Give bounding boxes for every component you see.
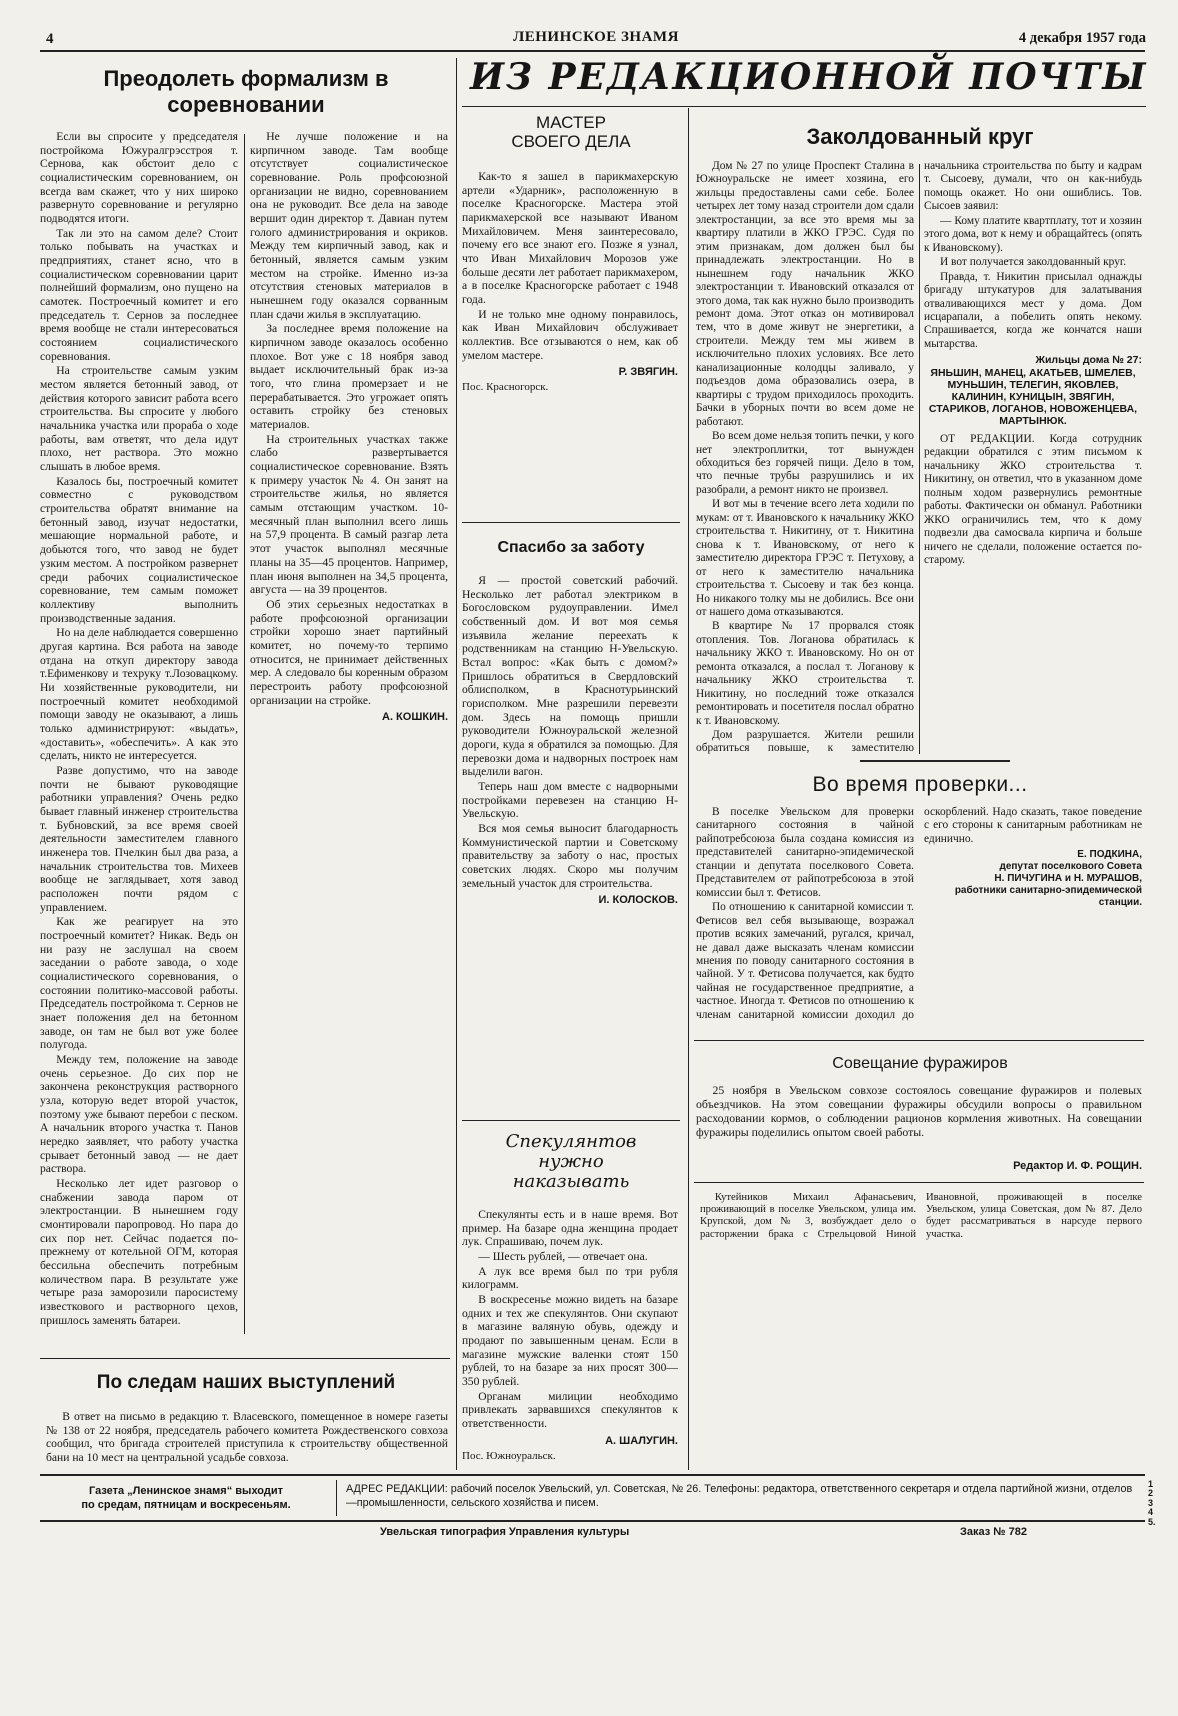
divorce-notice [700, 1192, 1142, 1241]
inspection-signature-line-3: Н. ПИЧУГИНА и Н. МУРАШОВ, [994, 873, 1142, 885]
formalism-paragraph-3: На строительстве самым узким местом является бетонный завод, от действия которого зависит работа всего строительства. Вы спросите у любого начальника участка или прораба о ходе работы, вам ответят, что дела идут плохо, нет раствора. Это можно слышать в любое время. [40, 364, 238, 474]
paper-name: ЛЕНИНСКОЕ ЗНАМЯ [513, 29, 679, 45]
divorce-notice-text: Кутейников Михаил Афанасьевич, проживающий в поселке Увельском, улица им. Крупской, дом № 3, возбуждает дело о расторжении брака с Стрельцовой Ниной Ивановной, проживающей в поселке Увельском, улица Советская, дом № 87. Дело будет рассматриваться в нарсуде первого участка. [700, 1192, 1142, 1240]
speculators-paragraph-5: Органам милиции необходимо привлекать зарвавшихся спекулянтов к ответственности. [462, 1389, 678, 1431]
inspection-title: Во время проверки... [812, 773, 1028, 796]
formalism-paragraph-6: Разве допустимо, что на заводе почти не бывают руководящие работники управления? Очень редко бывает главный инженер строительства т. Бубновский, за все время своей деятельности заместителем главного инженера тов. Пчелкин был два раза, а начальник строительства тов. Михеев вообще не заглядывает, хотя завод расположен почти рядом с управлением. [40, 763, 238, 914]
left-section-rule [456, 58, 457, 1470]
formalism-paragraph-11: За последнее время положение на кирпичном заводе оказалось особенно плохое. Вот уже с 18 ноября завод выдает исключительный брак из-за того, что глина промерзает и не перерабатывается. Это угрожает опять оставить стройку без стеновых материалов. [250, 322, 448, 432]
formalism-paragraph-10: Не лучше положение и на кирпичном заводе. Там вообще отсутствует социалистическое соревнование. Роль профсоюзной организации не видно, соревнованием она не руководит. Все дела на заводе вершит один директор т. Давиан путем голого администрирования и окриков. Между тем кирпичный завод, как и бетонный, является самым узким местом на стройке. Именно из-за отсутствия стеновых материалов в нынешнем году оказался сорванным план сдачи жилья в эксплуатацию. [250, 130, 448, 321]
thanks-paragraph-2: Теперь наш дом вместе с надворными постройками перевезен на станцию Н-Увельскую. [462, 780, 678, 821]
formalism-paragraph-2: Так ли это на самом деле? Стоит только побывать на участках и предприятиях, станет ясно, что в социалистическом соревновании царит полнейший формализм, оно пущено на самотек. Построечный комитет и его председатель т. Сернов за последнее время вообще не стали интересоваться состоянием социалистического соревнования. [40, 226, 238, 363]
circle-paragraph-1: Дом № 27 по улице Проспект Сталина в Южноуральске не имеет хозяина, его жильцы предоставлены сами себе. Более четырех лет тому назад строители дом сдали электростанции, за все это время мы за квартиру платили в ЖКО ГРЭС. Судя по этим признакам, дом должен был бы принадлежать электростанции. Но в нынешнем году начальник ЖКО электростанции т. Ивановский отказался от этого дома, так как нужно было производить ремонт дома. Этот отказ он мотивировал тем, что в доме живут не энергетики, а строители. Между тем мы живем в исключительно плохих условиях. Все лето канализационные колодцы заливало, у подъездов дома образовались озера, в квартиры с трудом приходилось проходить. Бачки в уборных почти во всем доме не работают. [696, 160, 914, 428]
master-paragraph-1: Как-то я зашел в парикмахерскую артели «Ударник», расположенную в поселке Красногорске. Мастера этой парикмахерской все называют Иваном Михайловичем. Меня заинтересовало, почему его все знают его. Позже я узнал, что Иван Михайлович Морозов уже больше десяти лет работает парикмахером, а в поселке Красногорске работает с 1948 года. [462, 170, 678, 307]
master-body [462, 170, 678, 394]
thanks-paragraph-1: Я — простой советский рабочий. Несколько лет работал электриком в Богословском рудоуправлении. Имел собственный дом. И вот моя семья изъявила желание переехать к родственникам на станцию Н-Увельскую. Встал вопрос: «Как быть с домом?» Пришлось обратиться в Свердловский облисполком, в Краснотурьинский горисполком. Мне разрешили перевезти дом. Здесь на помощь пришли руководители Южноуральской железной дороги, куда я обратился за помощью. Для перевозки дома и надворных построек нам выделили вагон. [462, 574, 678, 779]
circle-paragraph-8: Правда, т. Никитин присылал однажды бригаду штукатуров для залатывания отваливающихся мест у дома. Дом исцарапали, а побелить опять некому. Спрашивается, когда же кончатся наши мытарства. [924, 270, 1142, 350]
circle-paragraph-7: И вот получается заколдованный круг. [939, 256, 1127, 269]
inspection-paragraph-1: В поселке Увельском для проверки санитарного состояния в чайной райпотребсоюза была создана комиссия из представителей санитарно-эпидемической станции и депутата поселкового Совета. Представителем от райпотребсоюза в этой комиссии был т. Фетисов. [696, 806, 914, 899]
speculators-title-line-3: наказывать [512, 1171, 630, 1193]
circle-residents-label: Жильцы дома № 27: [1035, 354, 1142, 367]
section-banner: ИЗ РЕДАКЦИОННОЙ ПОЧТЫ [470, 56, 1148, 98]
formalism-paragraph-8: Между тем, положение на заводе очень серьезное. До сих пор не закончена реконструкция растворного узла, которую ведет второй участок, поэтому уже бывают перебои с песком. А начальник второго участка т. Панов нередко заявляет, что работу участка срывает бетонный завод — не дает раствора. [40, 1053, 238, 1176]
circle-title: Заколдованный круг [806, 124, 1034, 149]
speculators-paragraph-2: — Шесть рублей, — отвечает она. [478, 1250, 648, 1264]
speculators-paragraph-3: А лук все время был по три рубля килограмм. [462, 1264, 678, 1292]
formalism-signature: А. КОШКИН. [382, 711, 448, 724]
speculators-title [462, 1132, 680, 1192]
circle-paragraph-3: И вот мы в течение всего лета ходили по мукам: от т. Ивановского к начальнику ЖКО строительства т. Никитину, от т. Никитина снова к т. Ивановскому, от него к заместителю директора ГРЭС т. Петухову, а от него к заместителю начальника строительства т. Сысоеву и так без конца. Но никакого толку мы не добились. Все они от нашего дома отказываются. [696, 498, 914, 618]
masthead-rule [40, 50, 1145, 52]
master-title [464, 113, 678, 151]
issue-date: 4 декабря 1957 года [1018, 30, 1146, 46]
formalism-column-rule [244, 134, 245, 1334]
editor-rule [694, 1182, 1144, 1183]
formalism-paragraph-5: Но на деле наблюдается совершенно другая картина. Вся работа на заводе отдана на откуп директору завода т.Ефименкову и техруку т.Лозовацкому. Ни хозяйственные руководители, ни построечный комитет необходимой помощи заводу не оказывают, а лишь только администрируют: «выдать», «доставить», «обеспечить». А как это сделать, никто не интересуется. [40, 626, 238, 763]
margin-digits: 1 2 3 4 5. [1148, 1479, 1156, 1527]
circle-paragraph-2: Во всем доме нельзя топить печки, у кого нет электроплитки, тот вынужден обходиться без горячей пищи. Дело в том, что печные трубы разрушились и их разобрали, а ремонт никто не произвел. [696, 430, 914, 496]
meeting-title: Совещание фуражиров [832, 1055, 1008, 1072]
formalism-paragraph-1: Если вы спросите у председателя постройкома Южуралгрэсстроя т. Сернова, как обстоит дело с социалистическим соревнованием, он всегда вам скажет, что у них широко развернуто соревнование и регулярно подводятся итоги. [40, 130, 238, 226]
thanks-title: Спасибо за заботу [497, 539, 645, 556]
page-number: 4 [46, 31, 54, 47]
master-place: Пос. Красногорск. [462, 381, 549, 394]
circle-column-rule [919, 164, 920, 754]
masthead [46, 28, 1146, 52]
inspection-signature-line-4: работники санитарно-эпидемической станции. [954, 885, 1142, 909]
master-signature: Р. ЗВЯГИН. [618, 366, 678, 379]
formalism-paragraph-9: Несколько лет идет разговор о снабжении завода паром от электростанции. В нынешнем году смонтировали паропровод. Но пара до сих пор нет. Сейчас подается по-прежнему от котельной ОГМ, которая бессильна обеспечить потребным количеством пара. В результате уже четыре раза заморозили паросистему известкового и растворного цехов, пришлось заменять батареи. [40, 1177, 238, 1327]
banner-rule [462, 106, 1146, 107]
footer-top-rule [40, 1474, 1145, 1476]
speculators-rule [462, 1120, 680, 1121]
circle-residents-names: ЯНЬШИН, МАНЕЦ, АКАТЬЕВ, ШМЕЛЕВ, МУНЬШИН, ТЕЛЕГИН, ЯКОВЛЕВ, КАЛИНИН, КУНИЦЫН, ЗВЯГИН, СТАРИКОВ, ЛОГАНОВ, НОВОЖЕНЦЕВА, МАРТЫНЮК. [928, 366, 1138, 427]
footer-order: Заказ № 782 [960, 1526, 1027, 1538]
master-title-line-1: МАСТЕР [536, 113, 606, 132]
inspection-body [696, 806, 1142, 1032]
circle-paragraph-5: Дом разрушается. Жители решили обратиться повыше, к заместителю начальника строительства по быту и кадрам т. Сысоеву, думали, что он как-нибудь помощь окажет. Но они ошиблись. Тов. Сысоев заявил: [696, 160, 1142, 755]
editor-credit: Редактор И. Ф. РОЩИН. [1013, 1160, 1142, 1172]
speculators-place: Пос. Южноуральск. [462, 1449, 556, 1462]
thanks-rule [462, 522, 680, 523]
speculators-paragraph-4: В воскресенье можно видеть на базаре одних и тех же спекулянтов. Они скупают в магазине валяную обувь, одежду и продают по завышенным ценам. Если в магазине мужские валенки стоят 150 рублей, то на базаре за них просят 300—350 рублей. [462, 1293, 678, 1389]
speculators-title-line-1: Спекулянтов [505, 1131, 637, 1152]
speculators-title-line-2: нужно [538, 1151, 604, 1173]
thanks-signature: И. КОЛОСКОВ. [598, 894, 678, 907]
formalism-title [46, 66, 446, 119]
master-title-line-2: СВОЕГО ДЕЛА [511, 132, 631, 152]
footer-divider [336, 1480, 337, 1516]
inspection-signature-line-2: депутат поселкового Совета [999, 861, 1142, 873]
footer-schedule-line-2: по средам, пятницам и воскресеньям. [81, 1499, 291, 1512]
footer-schedule-line-1: Газета „Ленинское знамя“ выходит [88, 1485, 283, 1497]
inspection-signature [924, 849, 1142, 909]
footer-address: АДРЕС РЕДАКЦИИ: рабочий поселок Увельский, ул. Советская, № 26. Телефоны: редактора, ответственного секретаря и отдела партийной жизни, отделов—промышленности, сельского хозяйства и писем. [346, 1483, 1133, 1510]
circle-paragraph-4: В квартире № 17 прорвался стояк отопления. Тов. Логанова обратилась к начальнику ЖКО т. Ивановскому. Но он от ремонта отказался, а послал т. Логанову к начальнику ЖКО строительства т. Никитину, но последний тоже отказался ремонтировать и посетителя послал обратно к т. Ивановскому. [696, 620, 914, 727]
footer-printer: Увельская типография Управления культуры [380, 1526, 630, 1538]
thanks-paragraph-3: Вся моя семья выносит благодарность Коммунистической партии и Советскому правительству за заботу о нас, простых советских людях. Скоро мы получим земельный участок для строительства. [462, 822, 678, 890]
formalism-title-text: Преодолеть формализм в соревновании [103, 66, 389, 118]
circle-paragraph-6: — Кому платите квартплату, тот и хозяин этого дома, вот к нему и обращайтесь (опять к Ивановскому). [924, 214, 1142, 254]
formalism-paragraph-7: Как же реагирует на это построечный комитет? Никак. Ведь он ни разу не заслушал на своем заседании о работе завода, о ходе социалистического соревнования, о состоянии политико-массовой работы. Председатель постройкома т. Сернов не знает положения дел на бетонном заводе, он там не был вот уже более полугода. [40, 915, 238, 1052]
footer-bottom-rule [40, 1520, 1145, 1522]
meeting-text: 25 ноября в Увельском совхозе состоялось совещание фуражиров и полевых объездчиков. На этом совещании фуражиры обсудили вопросы о правильном расходовании кормов, о соблюдении рационов кормления животных. На совещании фуражиры поделились опытом своей работы. [696, 1083, 1142, 1139]
footer-schedule [46, 1484, 326, 1513]
master-paragraph-2: И не только мне одному понравилось, как Иван Михайлович обслуживает коллектив. Все отзываются о нем, как об умелом мастере. [462, 307, 678, 362]
speculators-body [462, 1208, 678, 1463]
formalism-paragraph-4: Казалось бы, построечный комитет совместно с руководством строительства обратят внимание на бетонный завод, изучат недостатки, мешающие нормальной работе, и добьются того, что завод не будет узким местом. А постройком развернет среди рабочих социалистическое соревнование, тем самым поможет коллективу выполнить производственные задания. [40, 474, 238, 625]
formalism-paragraph-13: Об этих серьезных недостатках в работе профсоюзной организации стройки хорошо знает партийный комитет, но почему-то терпимо относится, не принимает действенных мер. А следовало бы коренным образом перестроить работу профсоюзной организации на стройке. [250, 597, 448, 707]
thanks-body [462, 574, 678, 907]
followup-title: По следам наших выступлений [96, 1372, 396, 1393]
followup-text: В ответ на письмо в редакцию т. Власевского, помещенное в номере газеты № 138 от 22 ноября, председатель рабочего комитета Рождественского совхоза сообщил, что бригада строителей приступила к строительству общественной бани на 10 мест на центральной усадьбе совхоза. [46, 1410, 448, 1465]
meeting-rule [694, 1040, 1144, 1041]
formalism-paragraph-12: На строительных участках также слабо развертывается социалистическое соревнование. Взять к примеру участок № 4. Он занят на строительстве жилья, но является самым отстающим участком. 10-месячный план выполнил всего лишь на 57,9 процента. В самый разгар лета этот участок выполнял месячные планы на 35—45 процентов. Например, план июня выполнен на 34,5 процента, августа — на 39 процентов. [250, 432, 448, 597]
inspection-signature-line-1: Е. ПОДКИНА, [1077, 849, 1142, 861]
inspection-paragraph-2: По отношению к санитарной комиссии т. Фетисов вел себя вызывающе, возражал против всяких замечаний, ругался, кричал, не давал даже высказать членам комиссии мнения по поводу санитарного состояния в чайной. У т. Фетисова получается, как будто чайная не государственное предприятие, а частное. Иногда т. Фетисов по отношению к членам санитарной комиссии доходил до оскорблений. Надо сказать, такое поведение с его стороны к санитарным работникам не единично. [696, 806, 1142, 1021]
circle-editorial-note: ОТ РЕДАКЦИИ. Когда сотрудник редакции обратился с этим письмом к начальнику ЖКО строительства т. Никитину, он ответил, что в указанном доме полным ходом развернулись ремонтные работы. Фактически он обманул. Работники ЖКО ограничились тем, что к дому подвезли два самосвала кирпича и больше ничего не сделали, положение остается по-старому. [924, 433, 1142, 567]
middle-section-rule [688, 108, 689, 1470]
inspection-rule [860, 760, 1010, 762]
followup-rule [40, 1358, 450, 1359]
speculators-signature: А. ШАЛУГИН. [605, 1434, 678, 1447]
speculators-paragraph-1: Спекулянты есть и в наше время. Вот пример. На базаре одна женщина продает лук. Спрашиваю, почем лук. [462, 1208, 678, 1249]
